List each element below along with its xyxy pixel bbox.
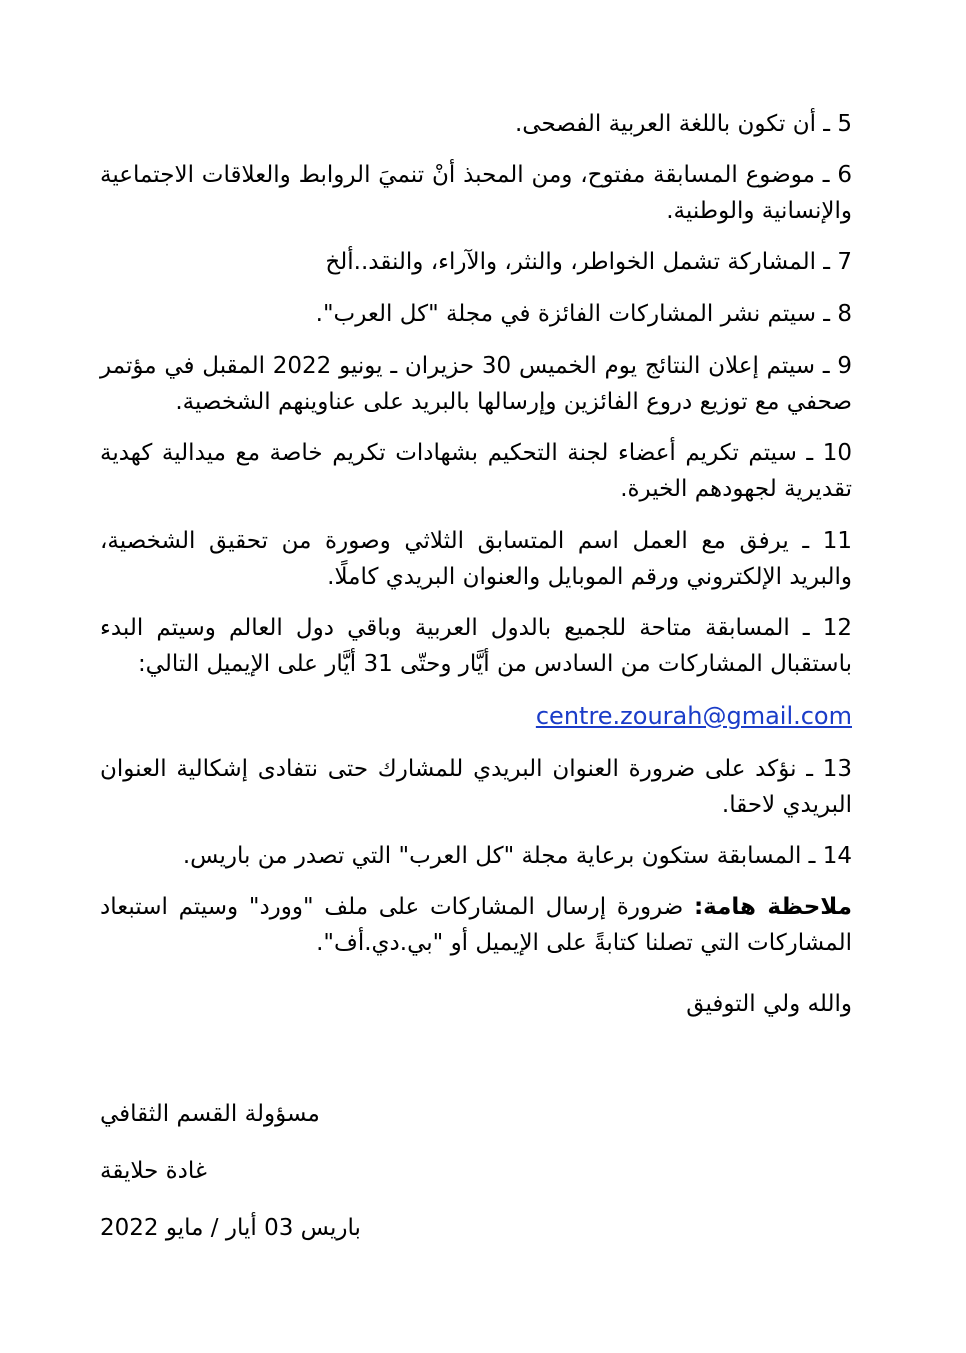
item-5: 5 ـ أن تكون باللغة العربية الفصحى. [514,111,852,137]
item-6: 6 ـ موضوع المسابقة مفتوح، ومن المحبذ أنْ تنميَ الروابط والعلاقات الاجتماعية والإنسانية والوطنية. [100,162,852,224]
item-10: 10 ـ سيتم تكريم أعضاء لجنة التحكيم بشهادات تكريم خاصة مع ميدالية كهدية تقديرية لجهودهم الخيرة. [100,440,852,502]
item-8: 8 ـ سيتم نشر المشاركات الفائزة في مجلة "كل العرب". [315,301,852,327]
item-14: 14 ـ المسابقة ستكون برعاية مجلة "كل العرب" التي تصدر من باريس. [182,843,852,869]
important-note [100,889,852,961]
signature-name: غادة حلايقة [100,1158,207,1184]
item-9: 9 ـ سيتم إعلان النتائج يوم الخميس 30 حزيران ـ يونيو 2022 المقبل في مؤتمر صحفي مع توزيع دروع الفائزين وإرسالها بالبريد على عناوينهم الشخصية. [100,353,852,415]
item-13: 13 ـ نؤكد على ضرورة العنوان البريدي للمشارك حتى نتفادى إشكالية العنوان البريدي لاحقا. [100,756,852,818]
signature-role: مسؤولة القسم الثقافي [100,1101,320,1127]
note-text: ضرورة إرسال المشاركات على ملف "وورد" وسيتم استبعاد المشاركات التي تصلنا كتابةً على الإيميل أو "بي.دي.أف". [100,894,852,956]
email-link[interactable]: centre.zourah@gmail.com [535,702,852,730]
closing-text: والله ولي التوفيق [686,991,852,1017]
note-label: ملاحظة هامة: [693,894,852,920]
item-11: 11 ـ يرفق مع العمل اسم المتسابق الثلاثي وصورة من تحقيق الشخصية، والبريد الإلكتروني ورقم الموبايل والعنوان البريدي كاملًا. [100,528,852,590]
item-12: 12 ـ المسابقة متاحة للجميع بالدول العربية وباقي دول العالم وسيتم البدء باستقبال المشاركات من السادس من أيَّار وحتّى 31 أيَّار على الإيميل التالي: [100,615,852,677]
item-7: 7 ـ المشاركة تشمل الخواطر، والنثر، والآراء، والنقد..ألخ [325,249,852,275]
signature-date: باريس 03 أيار / مايو 2022 [100,1215,361,1241]
